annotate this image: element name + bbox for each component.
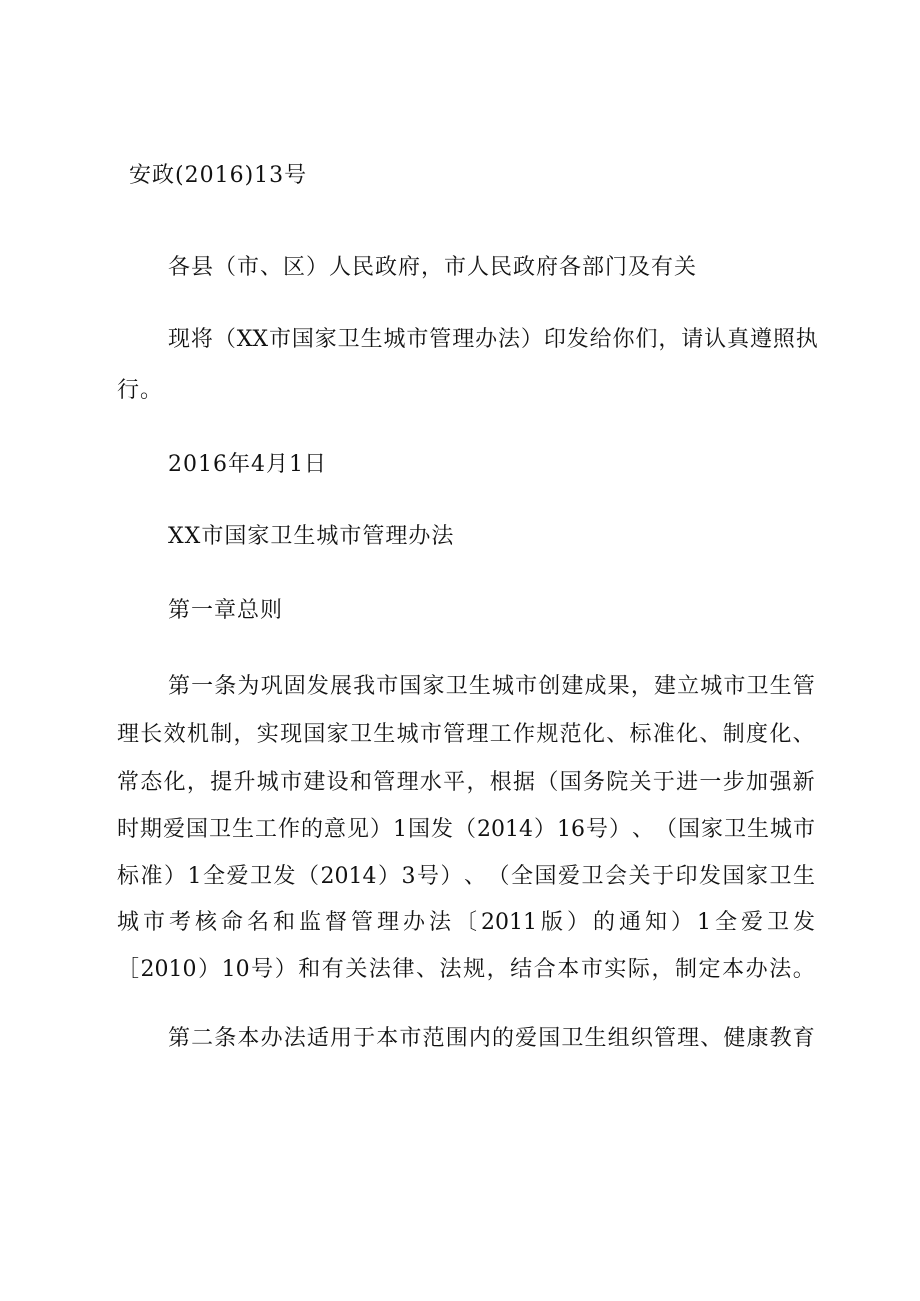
article1-line-4: 时 期 爱 国 卫 生 工 作 的 意 见 ） 1 国 发 （ 2014 ） 16 号 ） 、 （ 国 家 卫 生 城 市: [117, 817, 815, 842]
article1-line-3: 常 态 化 ， 提 升 城 市 建 设 和 管 理 水 平 ， 根 据 （ 国 务 院 关 于 进 一 步 加 强 新: [117, 770, 815, 795]
notice-line-1: 现 将 （ XX 市 国 家 卫 生 城 市 管 理 办 法 ） 印 发 给 你 们 ， 请 认 真 遵 照 执: [168, 327, 818, 352]
document-title: XX市国家卫生城市管理办法: [168, 524, 455, 549]
recipients-line: 各县（市、区）人民政府，市人民政府各部门及有关: [168, 255, 698, 280]
notice-line-2: 行。: [117, 378, 164, 403]
issue-date: 2016年4月1日: [168, 452, 327, 477]
article1-line-1: 第 一 条 为 巩 固 发 展 我 市 国 家 卫 生 城 市 创 建 成 果 ， 建 立 城 市 卫 生 管: [168, 674, 815, 699]
article1-line-5: 标 准 ） 1 全 爱 卫 发 （ 2014 ） 3 号 ） 、 （ 全 国 爱 卫 会 关 于 印 发 国 家 卫 生: [117, 864, 815, 889]
document-number: 安政(2016)13号: [129, 163, 308, 188]
article1-line-7: ［ 2010 ） 10 号 ） 和 有 关 法 律 、 法 规 ， 结 合 本 市 实 际 ， 制 定 本 办 法 。: [117, 957, 815, 982]
article1-line-6: 城 市 考 核 命 名 和 监 督 管 理 办 法 〔 2011 版 ） 的 通 知 ） 1 全 爱 卫 发: [117, 910, 815, 935]
article2-line-1: 第 二 条 本 办 法 适 用 于 本 市 范 围 内 的 爱 国 卫 生 组 织 管 理 、 健 康 教 育: [168, 1026, 815, 1051]
chapter-heading: 第一章总则: [168, 598, 284, 623]
article1-line-2: 理 长 效 机 制 ， 实 现 国 家 卫 生 城 市 管 理 工 作 规 范 化 、 标 准 化 、 制 度 化 、: [117, 722, 815, 747]
